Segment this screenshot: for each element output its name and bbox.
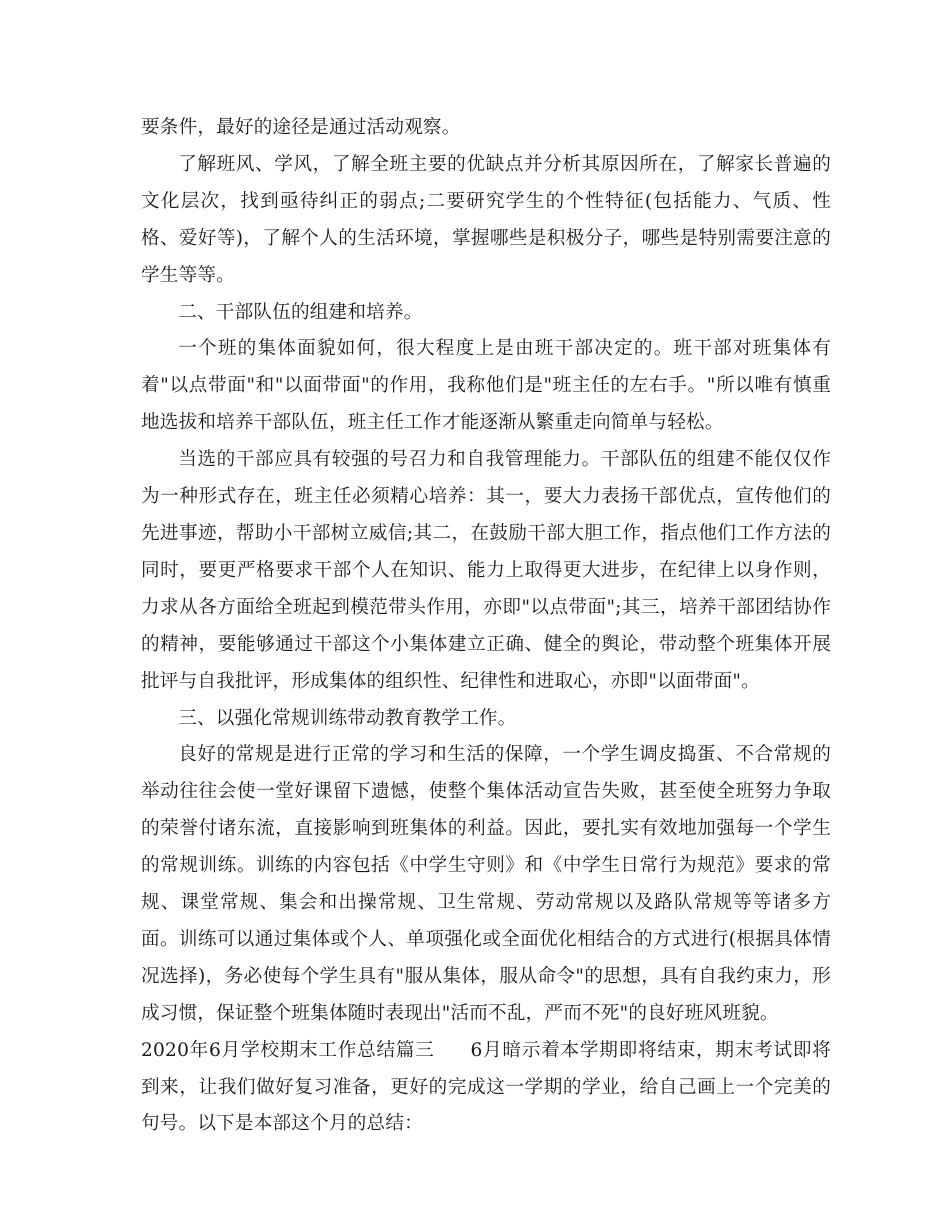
closing-text: 6月暗示着本学期即将结束，期末考试即将到来，让我们做好复习准备，更好的完成这一学期的学业，给自己画上一个完美的句号。以下是本部这个月的总结： — [141, 1039, 831, 1135]
paragraph: 良好的常规是进行正常的学习和生活的保障，一个学生调皮捣蛋、不合常规的举动往往会使一堂好课留下遗憾，使整个集体活动宣告失败，甚至使全班努力争取的荣誉付诸东流，直接影响到班集体的利益。因此，要扎实有效地加强每一个学生的常规训练。训练的内容包括《中学生守则》和《中学生日常行为规范》要求的常规、课堂常规、集会和出操常规、卫生常规、劳动常规以及路队常规等等诸多方面。训练可以通过集体或个人、单项强化或全面优化相结合的方式进行(根据具体情况选择)，务必使每个学生具有"服从集体，服从命令"的思想，具有自我约束力，形成习惯，保证整个班集体随时表现出"活而不乱，严而不死"的良好班风班貌。 — [141, 744, 831, 1024]
document-body — [141, 110, 831, 1143]
section-heading: 二、干部队伍的组建和培养。 — [178, 301, 423, 323]
paragraph: 当选的干部应具有较强的号召力和自我管理能力。干部队伍的组建不能仅仅作为一种形式存在，班主任必须精心培养：其一，要大力表扬干部优点，宣传他们的先进事迹，帮助小干部树立威信;其二，在鼓励干部大胆工作，指点他们工作方法的同时，要更严格要求干部个人在知识、能力上取得更大进步，在纪律上以身作则，力求从各方面给全班起到模范带头作用，亦即"以点带面";其三，培养干部团结协作的精神，要能够通过干部这个小集体建立正确、健全的舆论，带动整个班集体开展批评与自我批评，形成集体的组织性、纪律性和进取心，亦即"以面带面"。 — [141, 449, 831, 692]
section-heading: 三、以强化常规训练带动教育教学工作。 — [178, 707, 517, 729]
article-title: 2020年6月学校期末工作总结篇三 — [141, 1039, 435, 1061]
closing-paragraph — [141, 1033, 831, 1144]
paragraph: 要条件，最好的途径是通过活动观察。 — [141, 117, 461, 138]
paragraph: 了解班风、学风，了解全班主要的优缺点并分析其原因所在，了解家长普遍的文化层次，找到亟待纠正的弱点;二要研究学生的个性特征(包括能力、气质、性格、爱好等)，了解个人的生活环境，掌握哪些是积极分子，哪些是特别需要注意的学生等等。 — [141, 153, 831, 286]
paragraph: 一个班的集体面貌如何，很大程度上是由班干部决定的。班干部对班集体有着"以点带面"和"以面带面"的作用，我称他们是"班主任的左右手。"所以唯有慎重地选拔和培养干部队伍，班主任工作才能逐渐从繁重走向简单与轻松。 — [141, 338, 831, 434]
